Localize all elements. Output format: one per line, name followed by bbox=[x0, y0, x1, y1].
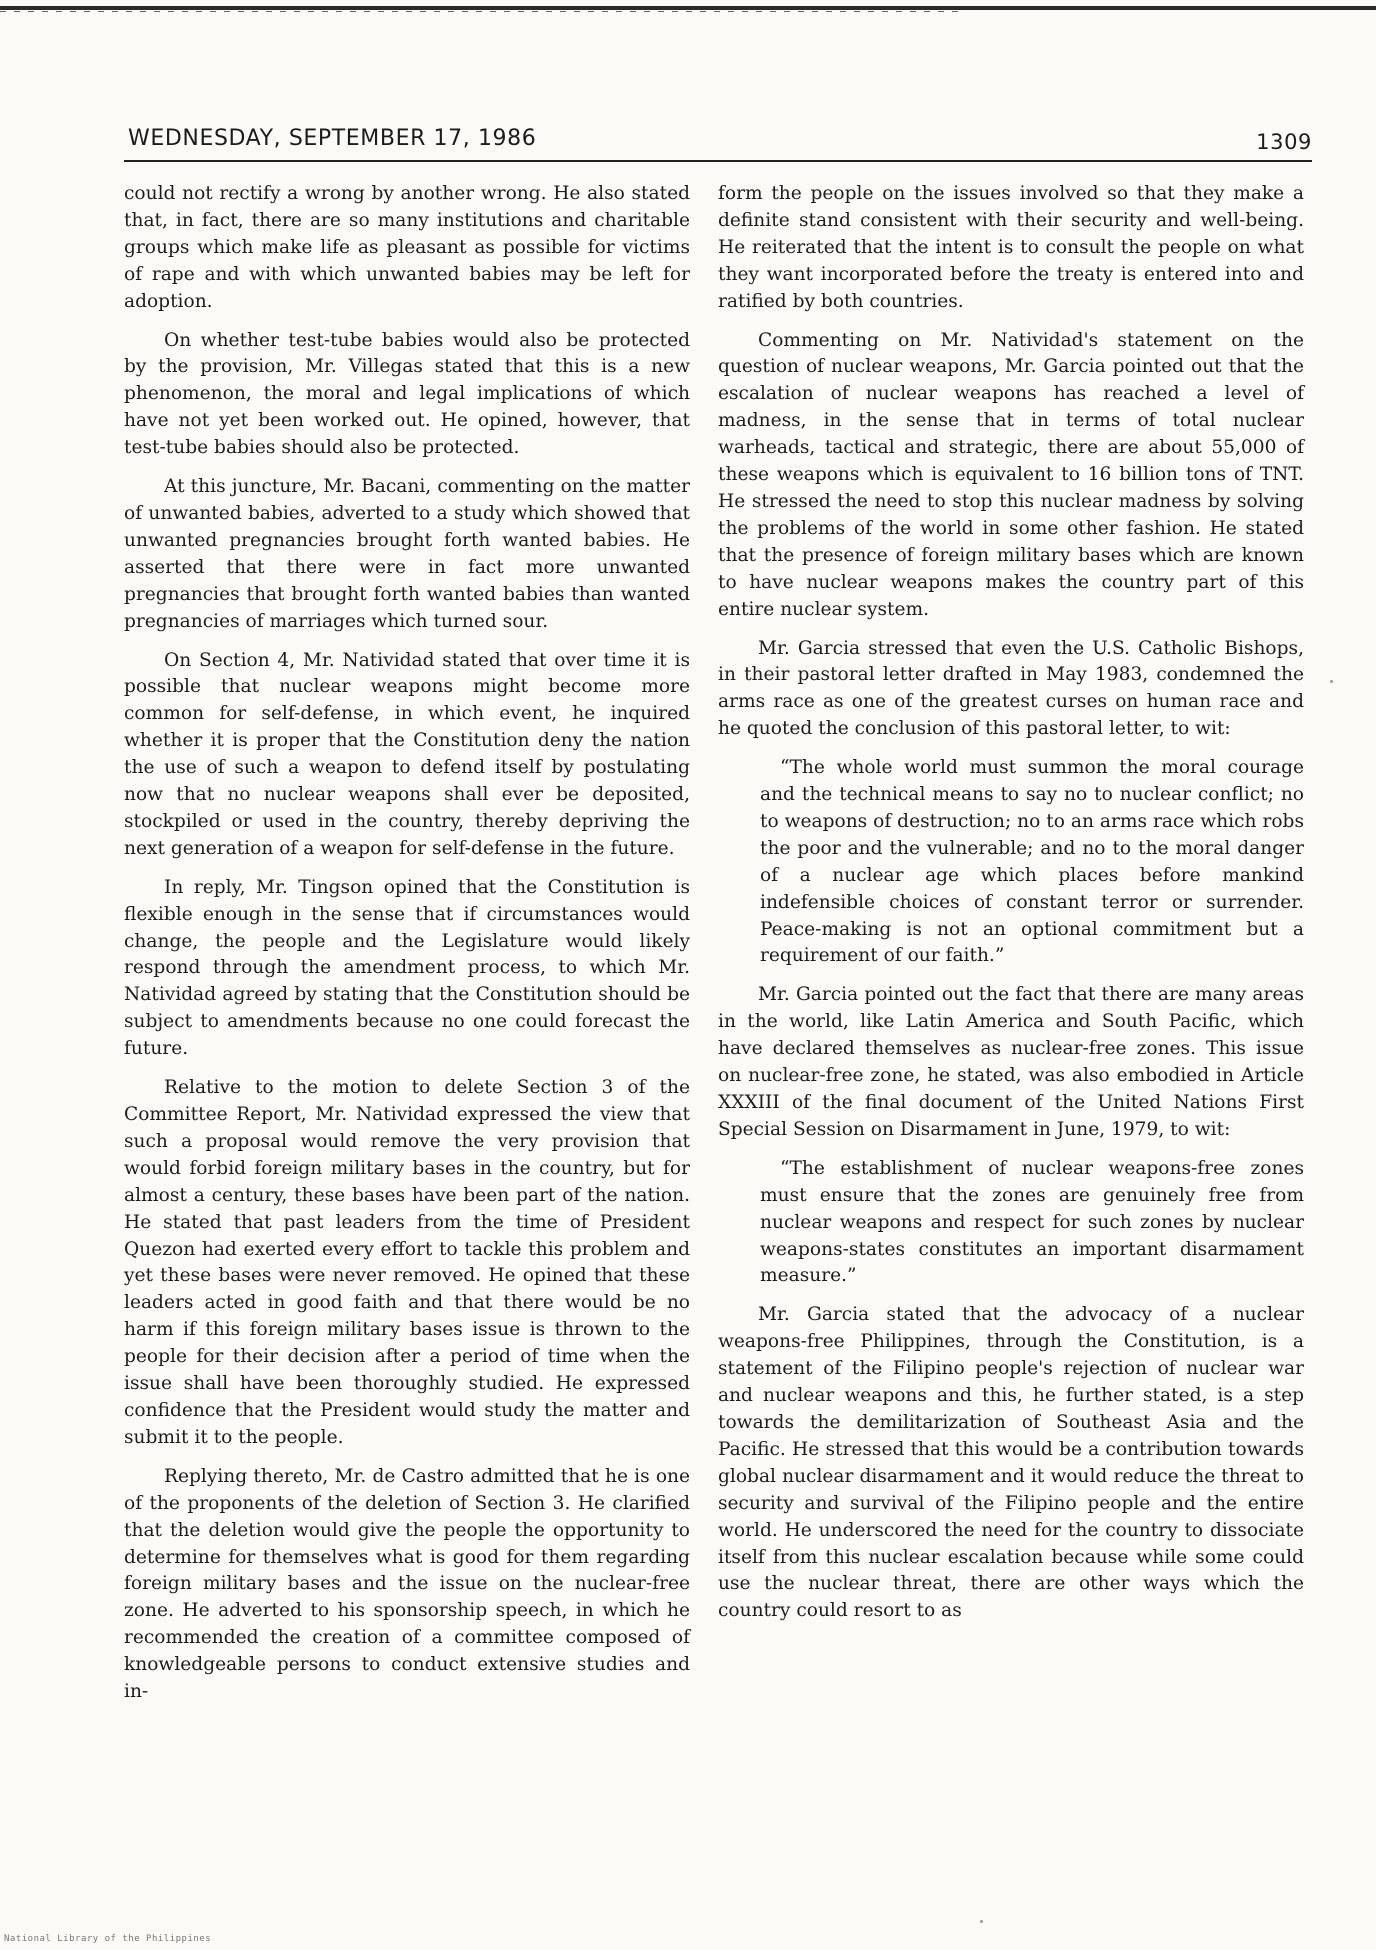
page-header bbox=[124, 120, 1312, 162]
paragraph: Mr. Garcia stressed that even the U.S. Catholic Bishops, in their pastoral letter drafted in May 1983, condemned the arms race as one of the greatest curses on human race and he quoted the conclusion of this pastoral letter, to wit: bbox=[718, 637, 1304, 740]
paragraph: form the people on the issues involved so that they make a definite stand consistent with their security and well-being. He reiterated that the intent is to consult the people on what they want incorporated before the treaty is entered into and ratified by both countries. bbox=[718, 183, 1304, 312]
block-quote: “The whole world must summon the moral courage and the technical means to say no to nuclear conflict; no to weapons of destruction; no to an arms race which robs the poor and the vulnerable; and no to the moral danger of a nuclear age which places before mankind indefensible choices of constant terror or surrender. Peace-making is not an optional commitment but a requirement of our faith.” bbox=[760, 757, 1304, 967]
header-date: WEDNESDAY, SEPTEMBER 17, 1986 bbox=[128, 126, 537, 151]
paragraph: could not rectify a wrong by another wrong. He also stated that, in fact, there are so many institutions and charitable groups which make life as pleasant as possible for victims of rape and with which unwanted babies may be left for adoption. bbox=[124, 183, 690, 312]
paragraph: Mr. Garcia pointed out the fact that there are many areas in the world, like Latin America and South Pacific, which have declared themselves as nuclear-free zones. This issue on nuclear-free zone, he stated, was also embodied in Article XXXIII of the final document of the United Nations First Special Session on Disarmament in June, 1979, to wit: bbox=[718, 984, 1304, 1140]
scan-speck bbox=[1330, 680, 1333, 683]
scan-speck bbox=[980, 1920, 983, 1923]
paragraph: At this juncture, Mr. Bacani, commenting on the matter of unwanted babies, adverted to a study which showed that unwanted pregnancies brought forth wanted babies. He asserted that there were in fact more unwanted pregnancies that brought forth wanted babies than wanted pregnancies of marriages which turned sour. bbox=[124, 476, 690, 632]
paragraph: Relative to the motion to delete Section 3 of the Committee Report, Mr. Natividad expressed the view that such a proposal would remove the very provision that would forbid foreign military bases in the country, but for almost a century, these bases have been part of the nation. He stated that past leaders from the time of President Quezon had exerted every effort to tackle this problem and yet these bases were never removed. He opined that these leaders acted in good faith and that there would be no harm if this foreign military bases issue is thrown to the people for their decision after a period of time when the issue shall have been thoroughly studied. He expressed confidence that the President would study the matter and submit it to the people. bbox=[124, 1077, 690, 1448]
block-quote: “The establishment of nuclear weapons-free zones must ensure that the zones are genuinely free from nuclear weapons and respect for such zones by nuclear weapons-states constitutes an important disarmament measure.” bbox=[760, 1157, 1304, 1287]
top-border-rule bbox=[0, 6, 1376, 10]
paragraph: On Section 4, Mr. Natividad stated that over time it is possible that nuclear weapons might become more common for self-defense, in which event, he inquired whether it is proper that the Constitution deny the nation the use of such a weapon to defend itself by postulating now that no nuclear weapons shall ever be deposited, stockpiled or used in the country, thereby depriving the next generation of a weapon for self-defense in the future. bbox=[124, 649, 690, 859]
paragraph: Commenting on Mr. Natividad's statement on the question of nuclear weapons, Mr. Garcia pointed out that the escalation of nuclear weapons has reached a level of madness, in the sense that in terms of total nuclear warheads, tactical and strategic, there are about 55,000 of these weapons which is equivalent to 16 billion tons of TNT. He stressed the need to stop this nuclear madness by solving the problems of the world in some other fashion. He stated that the presence of foreign military bases which are known to have nuclear weapons makes the country part of this entire nuclear system. bbox=[718, 329, 1304, 620]
left-column bbox=[124, 181, 690, 1718]
paragraph: Replying thereto, Mr. de Castro admitted that he is one of the proponents of the deletion of Section 3. He clarified that the deletion would give the people the opportunity to determine for themselves what is good for them regarding foreign military bases and the issue on the nuclear-free zone. He adverted to his sponsorship speech, in which he recommended the creation of a committee composed of knowledgeable persons to conduct extensive studies and in- bbox=[124, 1465, 690, 1703]
scan-label: National Library of the Philippines bbox=[4, 1934, 212, 1944]
paragraph: In reply, Mr. Tingson opined that the Constitution is flexible enough in the sense that if circumstances would change, the people and the Legislature would likely respond through the amendment process, to which Mr. Natividad agreed by stating that the Constitution should be subject to amendments because no one could forecast the future. bbox=[124, 876, 690, 1060]
page-number: 1309 bbox=[1256, 130, 1312, 154]
right-column bbox=[718, 181, 1304, 1637]
paragraph: On whether test-tube babies would also be protected by the provision, Mr. Villegas stated that this is a new phenomenon, the moral and legal implications of which have not yet been worked out. He opined, however, that test-tube babies should also be protected. bbox=[124, 329, 690, 459]
scan-footer bbox=[0, 1920, 900, 1950]
paragraph: Mr. Garcia stated that the advocacy of a nuclear weapons-free Philippines, through the Constitution, is a statement of the Filipino people's rejection of nuclear war and nuclear weapons and this, he further stated, is a step towards the demilitarization of Southeast Asia and the Pacific. He stressed that this would be a contribution towards global nuclear disarmament and it would reduce the threat to security and survival of the Filipino people and the entire world. He underscored the need for the country to dissociate itself from this nuclear escalation because while some could use the nuclear threat, there are other ways which the country could resort to as bbox=[718, 1304, 1304, 1622]
